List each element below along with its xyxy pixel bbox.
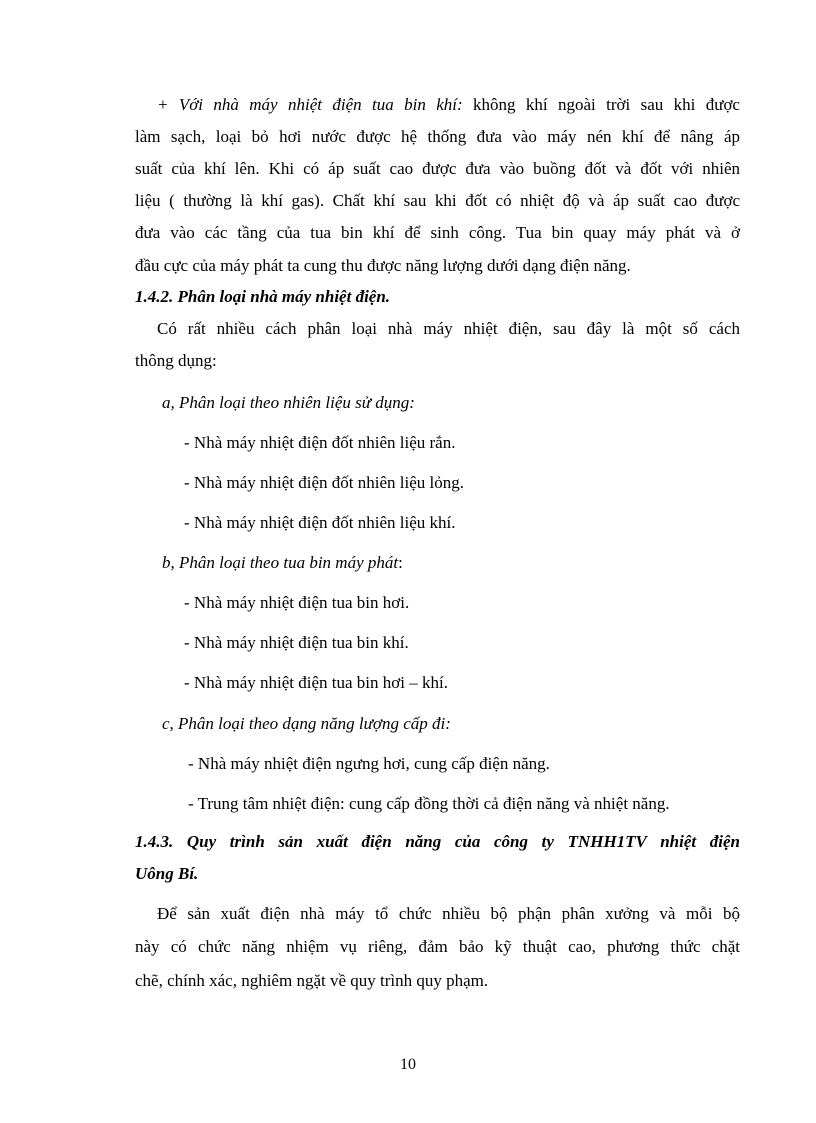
heading-1-4-2: 1.4.2. Phân loại nhà máy nhiệt điện. <box>135 287 391 306</box>
group-b-title-suffix: : <box>398 553 403 572</box>
group-b-item-2: - Nhà máy nhiệt điện tua bin khí. <box>184 633 409 652</box>
heading-1-4-3-line-1: 1.4.3. Quy trình sản xuất điện năng của công ty TNHH1TV nhiệt điện <box>135 832 740 851</box>
group-a-item-3: - Nhà máy nhiệt điện đốt nhiên liệu khí. <box>184 513 456 532</box>
group-c-item-1: - Nhà máy nhiệt điện ngưng hơi, cung cấp điện năng. <box>188 754 550 773</box>
paragraph-1-line-3: suất của khí lên. Khi có áp suất cao được đưa vào buồng đốt và đốt với nhiên <box>135 159 740 178</box>
paragraph-1-line-1 <box>157 94 740 116</box>
group-b-item-3: - Nhà máy nhiệt điện tua bin hơi – khí. <box>184 673 448 692</box>
paragraph-2-line-1: Có rất nhiều cách phân loại nhà máy nhiệt điện, sau đây là một số cách <box>157 319 740 338</box>
paragraph-1-line-2: làm sạch, loại bỏ hơi nước được hệ thống đưa vào máy nén khí để nâng áp <box>135 127 740 146</box>
heading-1-4-3-line-2: Uông Bí. <box>135 864 199 883</box>
paragraph-1-line-1-rest: không khí ngoài trời sau khi được <box>462 95 740 114</box>
group-b-item-1: - Nhà máy nhiệt điện tua bin hơi. <box>184 593 410 612</box>
page-number: 10 <box>400 1056 416 1073</box>
paragraph-3-line-3: chẽ, chính xác, nghiêm ngặt về quy trình quy phạm. <box>135 971 489 990</box>
group-c-item-2: - Trung tâm nhiệt điện: cung cấp đồng thời cả điện năng và nhiệt năng. <box>188 794 670 813</box>
paragraph-1-line-6: đầu cực của máy phát ta cung thu được năng lượng dưới dạng điện năng. <box>135 256 631 275</box>
group-c-title: c, Phân loại theo dạng năng lượng cấp đi: <box>162 714 451 733</box>
group-b-title-line <box>162 552 767 574</box>
paragraph-1-line-5: đưa vào các tầng của tua bin khí để sinh công. Tua bin quay máy phát và ở <box>135 223 740 242</box>
group-a-title: a, Phân loại theo nhiên liệu sử dụng: <box>162 393 415 412</box>
paragraph-1-line-4: liệu ( thường là khí gas). Chất khí sau khi đốt có nhiệt độ và áp suất cao được <box>135 191 740 210</box>
group-b-title: b, Phân loại theo tua bin máy phát <box>162 553 399 572</box>
group-a-item-2: - Nhà máy nhiệt điện đốt nhiên liệu lỏng. <box>184 473 464 492</box>
paragraph-2-line-2: thông dụng: <box>135 351 217 370</box>
paragraph-3-line-1: Để sản xuất điện nhà máy tổ chức nhiều bộ phận phân xưởng và mỗi bộ <box>157 904 740 923</box>
paragraph-1-lead: + Với nhà máy nhiệt điện tua bin khí: <box>157 95 463 114</box>
paragraph-3-line-2: này có chức năng nhiệm vụ riêng, đảm bảo kỹ thuật cao, phương thức chặt <box>135 937 740 956</box>
group-a-item-1: - Nhà máy nhiệt điện đốt nhiên liệu rắn. <box>184 433 456 452</box>
